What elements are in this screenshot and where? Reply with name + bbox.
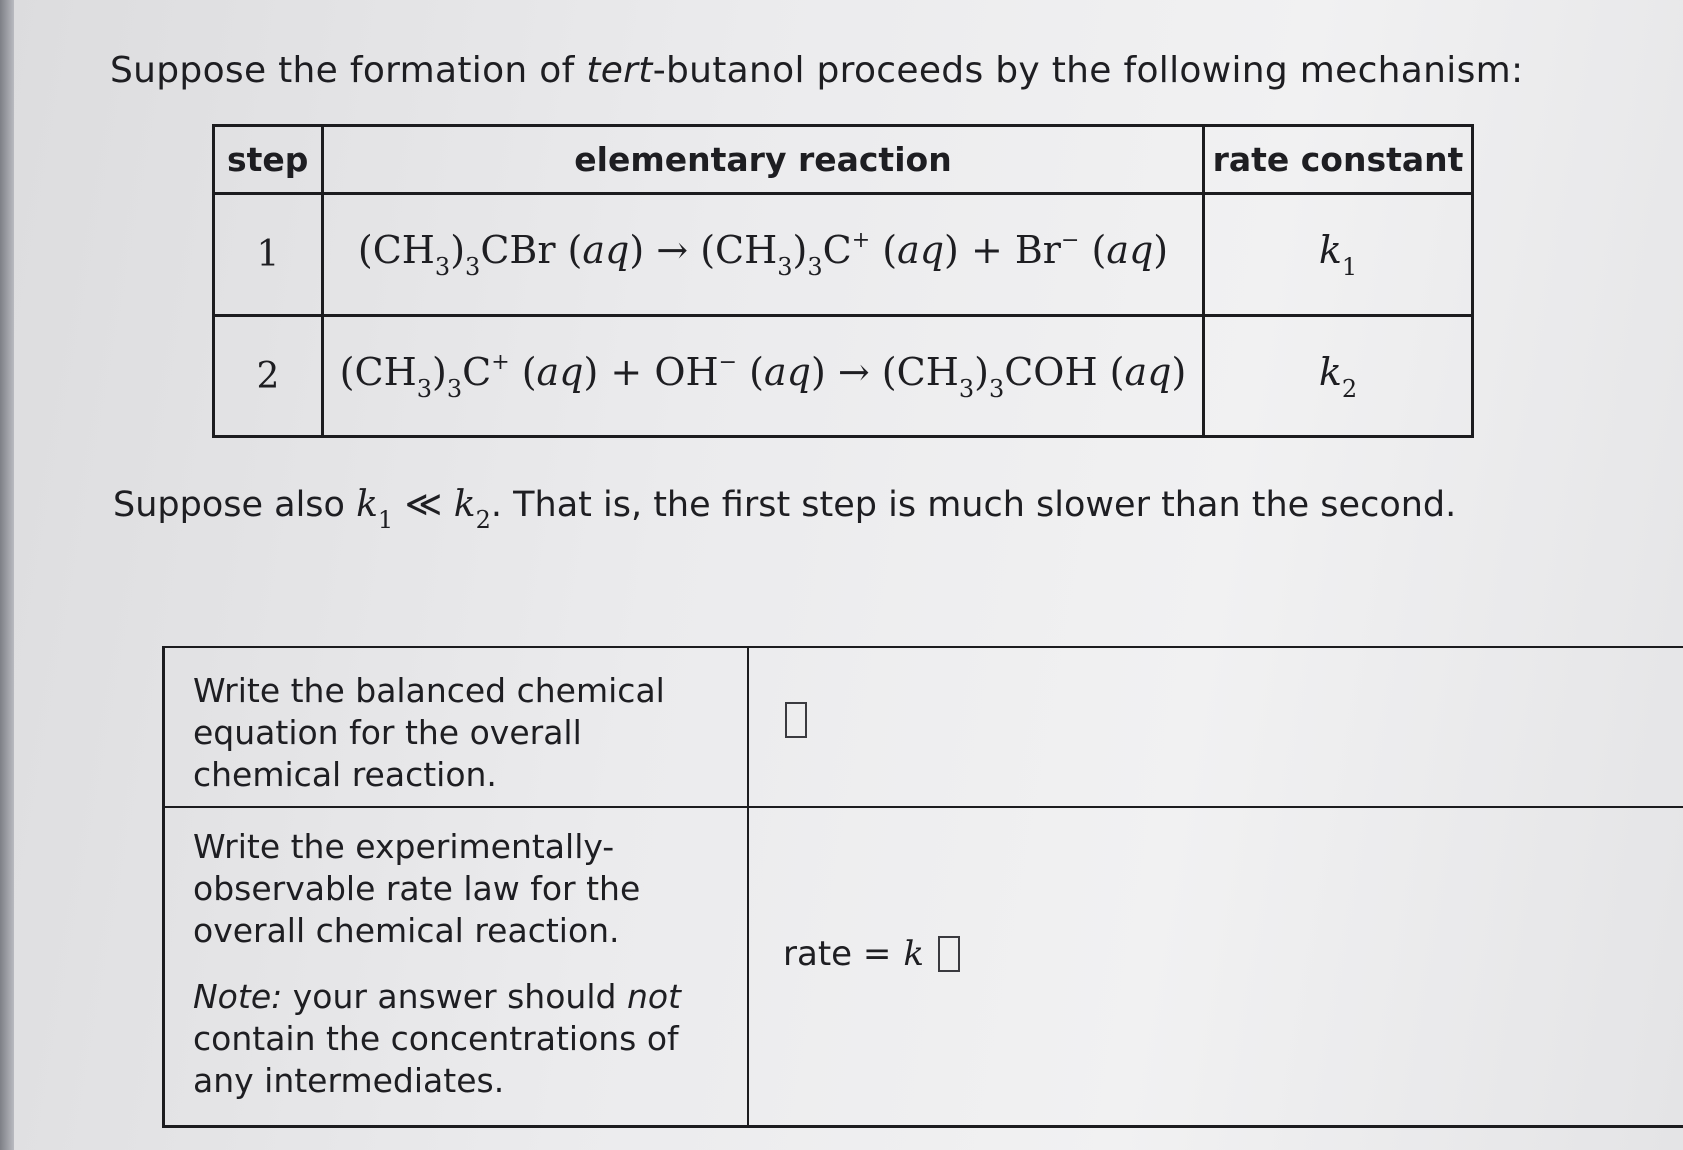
- question-2-prompt: [193, 826, 723, 1102]
- assumption-text: Suppose also $k_1$ ≪ $k_2$. That is, the first step is much slower than the second.: [113, 484, 1457, 534]
- header-rate-constant: rate constant: [1212, 140, 1464, 179]
- k-relation: $k_1$ ≪ $k_2$: [356, 484, 491, 534]
- question-1-prompt: Write the balanced chemical equation for the overall chemical reaction.: [193, 671, 665, 794]
- header-step: step: [227, 140, 309, 179]
- mechanism-row-2: [215, 317, 1471, 435]
- overall-equation-answer-box[interactable]: [785, 702, 807, 738]
- rate-constant-k: k: [903, 934, 924, 974]
- mechanism-header-row: [215, 127, 1471, 195]
- rate-constant-2: $k_2$: [1318, 349, 1358, 403]
- reaction-formula: $(CH_3)_3CBr$ $(aq) \to (CH_3)_3C^+$ (aq) + Br− (aq): [357, 228, 1169, 281]
- answer-table: [162, 646, 1683, 1128]
- rate-label: rate =: [783, 934, 892, 974]
- elementary-reaction-2: [324, 317, 1202, 435]
- mechanism-row-1: [215, 195, 1471, 317]
- reaction-formula: $(CH_3)_3C^+$ (aq) + OH− $(aq) \to (CH_3)_3COH$ (aq): [339, 349, 1187, 403]
- mechanism-table: [212, 124, 1474, 438]
- screen-edge: [0, 0, 14, 1150]
- rate-law-answer-box[interactable]: [938, 936, 960, 972]
- header-elementary-reaction: elementary reaction: [574, 140, 952, 179]
- elementary-reaction-1: [324, 195, 1202, 314]
- intro-italic: tert: [586, 50, 653, 91]
- step-number: 2: [256, 355, 280, 397]
- question-2-note: Note: your answer should not contain the concentrations of any intermediates.: [193, 977, 681, 1100]
- question-2-text: Write the experimentally-observable rate law for the overall chemical reaction.: [193, 827, 641, 950]
- rate-constant-1: $k_1$: [1318, 228, 1358, 281]
- rate-law-input-row: [783, 934, 960, 974]
- step-number: 1: [256, 234, 280, 275]
- intro-text: Suppose the formation of tert-butanol proceeds by the following mechanism:: [110, 50, 1524, 91]
